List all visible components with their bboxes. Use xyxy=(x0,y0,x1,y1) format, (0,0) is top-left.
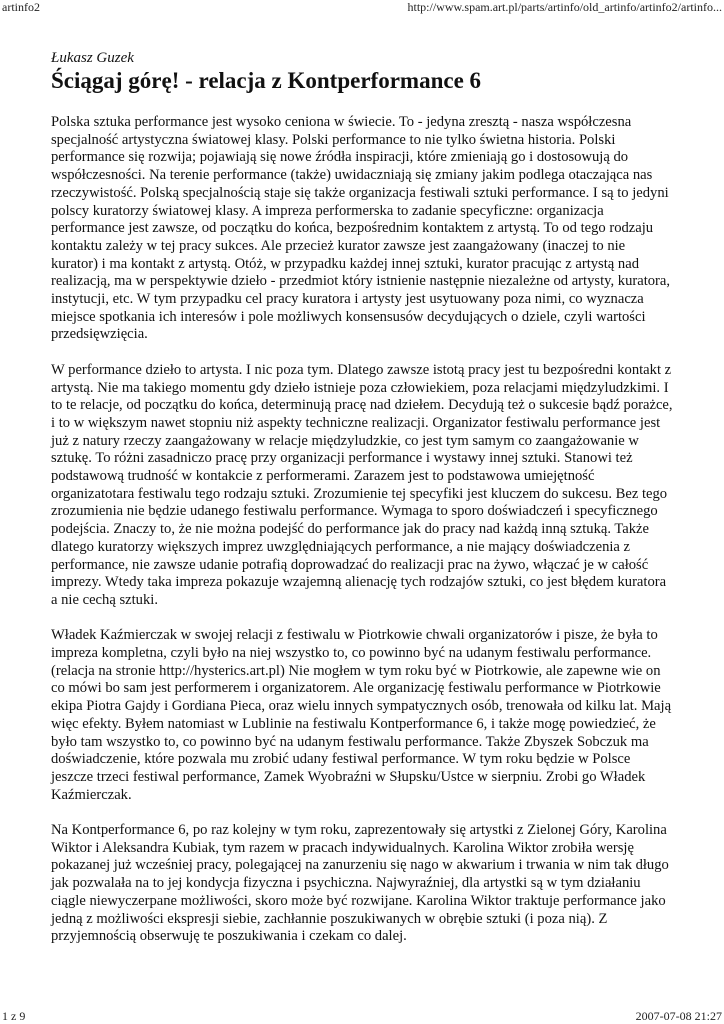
article-author: Łukasz Guzek xyxy=(51,50,134,66)
page-number: 1 z 9 xyxy=(2,1009,26,1023)
print-header xyxy=(0,0,724,14)
article-paragraph: Polska sztuka performance jest wysoko ceniona w świecie. To - jedyna zresztą - nasza współczesna specjalność artystyczna światowej klasy. Polski performance to nie tylko świetna historia. Polski performance się rozwija; pojawiają się nowe źródła inspiracji, które zmieniają go i dostosowują do współczesności. Na terenie performance (także) uwidaczniają się zmiany jakim podlega otaczająca nas rzeczywistość. Polską specjalnością staje się także organizacja festiwali sztuki performance. I są to jedyni polscy kuratorzy światowej klasy. A impreza performerska to zadanie specyficzne: organizacja performance jest zawsze, od początku do końca, bezpośrednim kontaktem z artystą. To od tego rodzaju kontaktu zależy w tej pracy sukces. Ale przecież kurator zawsze jest zaangażowany (inaczej to nie kurator) i ma kontakt z artystą. Otóż, w przypadku każdej innej sztuki, kurator pracując z artystą nad realizacją, ma w perspektywie dzieło - przedmiot który istnienie następnie niezależne od artysty, kuratora, instytucji, etc. W tym przypadku cel pracy kuratora i artysty jest usytuowany poza nimi, co wyznacza miejsce spotkania ich interesów i pole możliwych konsensusów decydujących o dziele, czyli wartości przedsięwzięcia. xyxy=(51,114,671,343)
print-datetime: 2007-07-08 21:27 xyxy=(635,1009,722,1023)
article-title: Ściągaj górę! - relacja z Kontperformance 6 xyxy=(51,68,482,93)
article-paragraph: Władek Kaźmierczak w swojej relacji z festiwalu w Piotrkowie chwali organizatorów i pisze, że była to impreza kompletna, czyli było na niej wszystko to, co powinno być na udanym festiwalu performance. (relacja na stronie http://hysterics.art.pl) Nie mogłem w tym roku być w Piotrkowie, ale zapewne wie on co mówi bo sam jest performerem i organizatorem. Ale organizację festiwalu performance w Piotrkowie ekipa Piotra Gajdy i Gordiana Pieca, oraz wielu innych sympatycznych osób, trenowała od kilku lat. Mają więc efekty. Byłem natomiast w Lublinie na festiwalu Kontperformance 6, i także mogę powiedzieć, że było tam wszystko to, co powinno być na udanym festiwalu performance. Także Zbyszek Sobczuk ma doświadczenie, które pozwala mu zrobić udany festiwal performance. W tym roku będzie w Polsce jeszcze trzeci festiwal performance, Zamek Wyobraźni w Słupsku/Ustce w sierpniu. Zrobi go Władek Kaźmierczak. xyxy=(51,627,672,803)
print-footer xyxy=(0,1009,724,1023)
print-header-url: http://www.spam.art.pl/parts/artinfo/old_artinfo/artinfo2/artinfo... xyxy=(407,0,722,14)
print-header-title: artinfo2 xyxy=(2,0,40,14)
article-paragraph: Na Kontperformance 6, po raz kolejny w tym roku, zaprezentowały się artystki z Zielonej Góry, Karolina Wiktor i Aleksandra Kubiak, tym razem w pracach indywidualnych. Karolina Wiktor zrobiła wersję pokazanej już wcześniej pracy, polegającej na zanurzeniu się nago w akwarium i trwania w nim tak długo jak pozwalała na to jej kondycja fizyczna i psychiczna. Najwyraźniej, dla artystki są w tym działaniu ciągle niewyczerpane możliwości, skoro może być rozwijane. Karolina Wiktor traktuje performance jako jedną z możliwości ekspresji siebie, zachłannie poszukiwanych w obrębie sztuki (i poza nią). Z przyjemnością obserwuję te poszukiwania i czekam co dalej. xyxy=(51,822,669,945)
article-paragraph: W performance dzieło to artysta. I nic poza tym. Dlatego zawsze istotą pracy jest tu bezpośredni kontakt z artystą. Nie ma takiego momentu gdy dzieło istnieje poza człowiekiem, poza relacjami międzyludzkimi. I to te relacje, od początku do końca, determinują pracę nad dziełem. Decydują też o sukcesie bądź porażce, i to w większym nawet stopniu niż aspekty techniczne realizacji. Organizator festiwalu performance jest już z natury rzeczy zaangażowany w relacje międzyludzkie, co jest tym samym co zaangażowanie w sztukę. To różni zasadniczo pracę przy organizacji performance i wystawy innej sztuki. Stanowi też podstawową trudność w kontakcie z performerami. Zarazem jest to podstawowa umiejętność organizatotara festiwalu tego rodzaju sztuki. Zrozumienie tej specyfiki jest kluczem do sukcesu. Bez tego zrozumienia nie będzie udanego festiwalu performance. Wymaga to sporo doświadczeń i specyficznego podejścia. Znaczy to, że nie można podejść do performance jak do pracy nad każdą inną sztuką. Także dlatego kuratorzy większych imprez uwzględniających performance, a nie mający doświadczenia z performance, nie zawsze udanie potrafią doprowadzać do realizacji prac na żywo, włączać je w całość imprezy. Wtedy taka impreza pokazuje wzajemną alienację tych rodzajów sztuki, co jest błędem kuratora a nie cechą sztuki. xyxy=(51,361,673,608)
article xyxy=(51,49,675,964)
